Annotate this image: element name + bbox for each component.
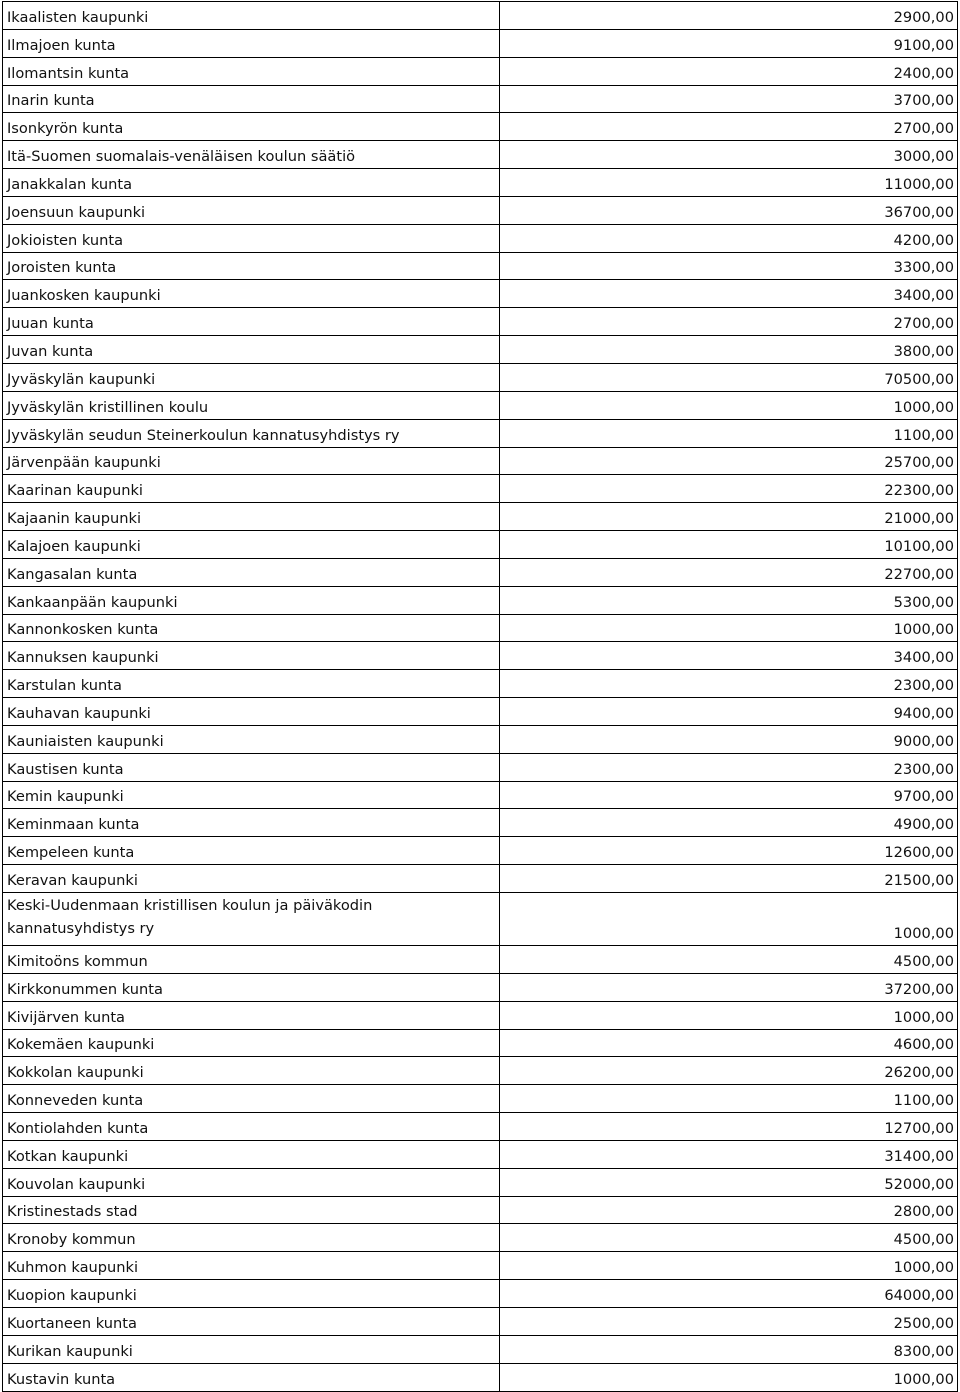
table-row <box>3 1113 958 1141</box>
amount-value: 22700,00 <box>884 565 954 583</box>
table-row <box>3 642 958 670</box>
recipient-name-cell <box>3 781 500 809</box>
table-row <box>3 837 958 865</box>
recipient-name: Kimitoöns kommun <box>7 952 148 970</box>
recipient-name: Kokkolan kaupunki <box>7 1064 144 1082</box>
amount-cell <box>500 946 958 974</box>
amount-value: 25700,00 <box>884 454 954 472</box>
recipient-name-cell <box>3 893 500 946</box>
recipient-name: Jokioisten kunta <box>7 231 124 249</box>
amount-value: 4200,00 <box>893 231 954 249</box>
recipient-name: Kokemäen kaupunki <box>7 1036 155 1054</box>
amount-cell <box>500 29 958 57</box>
recipient-name-cell <box>3 447 500 475</box>
recipient-name-cell <box>3 280 500 308</box>
amount-value: 3400,00 <box>893 287 954 305</box>
recipient-name: Jyväskylän kristillinen koulu <box>7 398 209 416</box>
amount-cell <box>500 531 958 559</box>
amount-value: 26200,00 <box>884 1064 954 1082</box>
amount-cell <box>500 85 958 113</box>
table-row <box>3 1029 958 1057</box>
table-row <box>3 57 958 85</box>
grant-table-body <box>3 2 958 1392</box>
amount-cell <box>500 1001 958 1029</box>
recipient-name: Kangasalan kunta <box>7 565 138 583</box>
table-row <box>3 169 958 197</box>
amount-cell <box>500 1307 958 1335</box>
recipient-name-cell <box>3 1168 500 1196</box>
amount-value: 9100,00 <box>893 36 954 54</box>
amount-cell <box>500 1113 958 1141</box>
recipient-name: Juankosken kaupunki <box>7 287 161 305</box>
recipient-name: Kemin kaupunki <box>7 788 124 806</box>
recipient-name: Ilmajoen kunta <box>7 36 116 54</box>
amount-cell <box>500 224 958 252</box>
table-row <box>3 1335 958 1363</box>
recipient-name: Inarin kunta <box>7 92 95 110</box>
amount-value: 2300,00 <box>893 760 954 778</box>
amount-value: 12600,00 <box>884 844 954 862</box>
table-row <box>3 1140 958 1168</box>
amount-value: 5300,00 <box>893 593 954 611</box>
amount-value: 4900,00 <box>893 816 954 834</box>
recipient-name: Kronoby kommun <box>7 1231 136 1249</box>
recipient-name: Jyväskylän seudun Steinerkoulun kannatusyhdistys ry <box>7 426 400 444</box>
recipient-name: Kurikan kaupunki <box>7 1342 133 1360</box>
recipient-name: Ilomantsin kunta <box>7 64 130 82</box>
recipient-name: Kontiolahden kunta <box>7 1119 149 1137</box>
table-row <box>3 1168 958 1196</box>
amount-value: 3700,00 <box>893 92 954 110</box>
amount-cell <box>500 1168 958 1196</box>
recipient-name-cell <box>3 252 500 280</box>
table-row <box>3 973 958 1001</box>
amount-cell <box>500 363 958 391</box>
recipient-name-cell <box>3 837 500 865</box>
amount-value: 12700,00 <box>884 1119 954 1137</box>
amount-cell <box>500 475 958 503</box>
recipient-name: Kannuksen kaupunki <box>7 649 159 667</box>
recipient-name: Ikaalisten kaupunki <box>7 8 149 26</box>
recipient-name: Juuan kunta <box>7 315 94 333</box>
recipient-name: Kouvolan kaupunki <box>7 1175 146 1193</box>
amount-cell <box>500 308 958 336</box>
table-row <box>3 893 958 946</box>
recipient-name-cell <box>3 809 500 837</box>
amount-value: 52000,00 <box>884 1175 954 1193</box>
amount-value: 21000,00 <box>884 510 954 528</box>
recipient-name-cell <box>3 419 500 447</box>
amount-cell <box>500 586 958 614</box>
recipient-name: Janakkalan kunta <box>7 175 133 193</box>
amount-value: 1000,00 <box>893 925 954 942</box>
recipient-name-cell <box>3 141 500 169</box>
amount-value: 10100,00 <box>884 537 954 555</box>
amount-cell <box>500 698 958 726</box>
table-row <box>3 1307 958 1335</box>
recipient-name: Kaustisen kunta <box>7 760 124 778</box>
amount-cell <box>500 196 958 224</box>
amount-value: 1000,00 <box>893 1008 954 1026</box>
recipient-name: Isonkyrön kunta <box>7 120 124 138</box>
recipient-name-cell <box>3 363 500 391</box>
table-row <box>3 2 958 30</box>
table-row <box>3 475 958 503</box>
amount-value: 2300,00 <box>893 677 954 695</box>
recipient-name-cell <box>3 196 500 224</box>
recipient-name-cell <box>3 1280 500 1308</box>
recipient-name-cell <box>3 29 500 57</box>
table-row <box>3 113 958 141</box>
recipient-name-cell <box>3 973 500 1001</box>
amount-value: 9000,00 <box>893 732 954 750</box>
table-row <box>3 224 958 252</box>
recipient-name: Kaarinan kaupunki <box>7 482 143 500</box>
amount-cell <box>500 419 958 447</box>
amount-cell <box>500 113 958 141</box>
recipient-name-cell <box>3 169 500 197</box>
recipient-name: Keravan kaupunki <box>7 872 138 889</box>
recipient-name: Kajaanin kaupunki <box>7 510 142 528</box>
amount-value: 1000,00 <box>893 398 954 416</box>
amount-cell <box>500 447 958 475</box>
amount-value: 1000,00 <box>893 621 954 639</box>
recipient-name-cell <box>3 753 500 781</box>
amount-value: 21500,00 <box>884 872 954 889</box>
amount-value: 64000,00 <box>884 1286 954 1304</box>
recipient-name: Joensuun kaupunki <box>7 203 146 221</box>
recipient-name-cell <box>3 1307 500 1335</box>
amount-value: 3300,00 <box>893 259 954 277</box>
amount-cell <box>500 1196 958 1224</box>
amount-value: 4600,00 <box>893 1036 954 1054</box>
amount-value: 36700,00 <box>884 203 954 221</box>
amount-value: 2700,00 <box>893 120 954 138</box>
recipient-name-cell <box>3 1363 500 1391</box>
amount-value: 1100,00 <box>893 1092 954 1110</box>
recipient-name-cell <box>3 1085 500 1113</box>
recipient-name: Jyväskylän kaupunki <box>7 370 156 388</box>
recipient-name-cell <box>3 113 500 141</box>
table-row <box>3 753 958 781</box>
amount-value: 2500,00 <box>893 1314 954 1332</box>
table-row <box>3 141 958 169</box>
amount-value: 22300,00 <box>884 482 954 500</box>
amount-cell <box>500 670 958 698</box>
recipient-name-cell <box>3 1029 500 1057</box>
recipient-name-cell <box>3 1224 500 1252</box>
amount-cell <box>500 558 958 586</box>
table-row <box>3 531 958 559</box>
table-row <box>3 336 958 364</box>
amount-value: 9700,00 <box>893 788 954 806</box>
amount-cell <box>500 141 958 169</box>
amount-cell <box>500 1224 958 1252</box>
recipient-name-cell <box>3 670 500 698</box>
table-row <box>3 1252 958 1280</box>
recipient-name: Järvenpään kaupunki <box>7 454 161 472</box>
table-row <box>3 809 958 837</box>
amount-cell <box>500 57 958 85</box>
amount-cell <box>500 642 958 670</box>
recipient-name-cell <box>3 1001 500 1029</box>
amount-value: 8300,00 <box>893 1342 954 1360</box>
recipient-name: Itä-Suomen suomalais-venäläisen koulun säätiö <box>7 148 356 166</box>
recipient-name-cell <box>3 1057 500 1085</box>
amount-value: 2800,00 <box>893 1203 954 1221</box>
recipient-name-cell <box>3 2 500 30</box>
amount-cell <box>500 809 958 837</box>
recipient-name-cell <box>3 391 500 419</box>
table-row <box>3 1085 958 1113</box>
recipient-name-cell <box>3 224 500 252</box>
amount-cell <box>500 1252 958 1280</box>
table-row <box>3 614 958 642</box>
recipient-name-cell <box>3 1335 500 1363</box>
recipient-name-cell <box>3 642 500 670</box>
table-row <box>3 503 958 531</box>
recipient-name-cell <box>3 698 500 726</box>
amount-value: 3400,00 <box>893 649 954 667</box>
table-row <box>3 946 958 974</box>
recipient-name-cell <box>3 85 500 113</box>
amount-cell <box>500 252 958 280</box>
table-row <box>3 725 958 753</box>
amount-value: 70500,00 <box>884 370 954 388</box>
amount-cell <box>500 503 958 531</box>
grant-table <box>2 1 958 1392</box>
recipient-name: Kannonkosken kunta <box>7 621 159 639</box>
table-row <box>3 698 958 726</box>
table-row <box>3 196 958 224</box>
table-row <box>3 586 958 614</box>
amount-cell <box>500 614 958 642</box>
amount-cell <box>500 781 958 809</box>
amount-value: 1100,00 <box>893 426 954 444</box>
table-row <box>3 558 958 586</box>
amount-value: 2900,00 <box>893 8 954 26</box>
recipient-name: Kauhavan kaupunki <box>7 704 151 722</box>
recipient-name: Keminmaan kunta <box>7 816 140 834</box>
amount-value: 37200,00 <box>884 980 954 998</box>
table-row <box>3 1224 958 1252</box>
amount-value: 9400,00 <box>893 704 954 722</box>
recipient-name: Kristinestads stad <box>7 1203 138 1221</box>
recipient-name: Karstulan kunta <box>7 677 122 695</box>
recipient-name-cell <box>3 586 500 614</box>
amount-cell <box>500 391 958 419</box>
amount-cell <box>500 753 958 781</box>
table-row <box>3 865 958 893</box>
table-row <box>3 391 958 419</box>
recipient-name-cell <box>3 57 500 85</box>
recipient-name: Kuhmon kaupunki <box>7 1259 139 1277</box>
amount-cell <box>500 1029 958 1057</box>
recipient-name: Kempeleen kunta <box>7 844 135 862</box>
recipient-name: Kuortaneen kunta <box>7 1314 137 1332</box>
table-row <box>3 781 958 809</box>
recipient-name-cell <box>3 865 500 893</box>
recipient-name-cell <box>3 475 500 503</box>
recipient-name-cell <box>3 1113 500 1141</box>
table-row <box>3 1057 958 1085</box>
recipient-name-cell <box>3 503 500 531</box>
recipient-name-cell <box>3 1252 500 1280</box>
amount-cell <box>500 837 958 865</box>
table-row <box>3 363 958 391</box>
table-row <box>3 670 958 698</box>
table-row <box>3 419 958 447</box>
table-row <box>3 1280 958 1308</box>
table-row <box>3 29 958 57</box>
recipient-name-cell <box>3 308 500 336</box>
recipient-name-cell <box>3 531 500 559</box>
recipient-name: Kustavin kunta <box>7 1370 116 1388</box>
recipient-name: Keski-Uudenmaan kristillisen koulun ja päiväkodin kannatusyhdistys ry <box>7 897 373 937</box>
amount-cell <box>500 725 958 753</box>
table-row <box>3 1363 958 1391</box>
amount-value: 2400,00 <box>893 64 954 82</box>
amount-cell <box>500 893 958 946</box>
amount-cell <box>500 1280 958 1308</box>
table-row <box>3 308 958 336</box>
table-row <box>3 447 958 475</box>
recipient-name-cell <box>3 946 500 974</box>
amount-cell <box>500 280 958 308</box>
amount-cell <box>500 169 958 197</box>
recipient-name: Konneveden kunta <box>7 1092 144 1110</box>
recipient-name-cell <box>3 336 500 364</box>
recipient-name: Kankaanpään kaupunki <box>7 593 178 611</box>
recipient-name-cell <box>3 1196 500 1224</box>
amount-cell <box>500 1057 958 1085</box>
amount-cell <box>500 1085 958 1113</box>
recipient-name: Kirkkonummen kunta <box>7 980 163 998</box>
amount-cell <box>500 865 958 893</box>
amount-value: 4500,00 <box>893 1231 954 1249</box>
amount-cell <box>500 1335 958 1363</box>
table-row <box>3 1001 958 1029</box>
recipient-name-cell <box>3 725 500 753</box>
amount-value: 11000,00 <box>884 175 954 193</box>
amount-cell <box>500 2 958 30</box>
table-row <box>3 280 958 308</box>
recipient-name: Kivijärven kunta <box>7 1008 125 1026</box>
amount-value: 31400,00 <box>884 1147 954 1165</box>
recipient-name-cell <box>3 1140 500 1168</box>
amount-value: 1000,00 <box>893 1259 954 1277</box>
amount-value: 3800,00 <box>893 342 954 360</box>
amount-value: 1000,00 <box>893 1370 954 1388</box>
amount-cell <box>500 336 958 364</box>
amount-value: 2700,00 <box>893 315 954 333</box>
recipient-name: Kauniaisten kaupunki <box>7 732 164 750</box>
amount-cell <box>500 1140 958 1168</box>
amount-cell <box>500 1363 958 1391</box>
table-row <box>3 85 958 113</box>
amount-value: 3000,00 <box>893 148 954 166</box>
recipient-name: Kuopion kaupunki <box>7 1286 137 1304</box>
amount-cell <box>500 973 958 1001</box>
recipient-name: Kalajoen kaupunki <box>7 537 141 555</box>
recipient-name: Kotkan kaupunki <box>7 1147 129 1165</box>
recipient-name-cell <box>3 614 500 642</box>
table-row <box>3 1196 958 1224</box>
table-row <box>3 252 958 280</box>
recipient-name-cell <box>3 558 500 586</box>
amount-value: 4500,00 <box>893 952 954 970</box>
recipient-name: Joroisten kunta <box>7 259 117 277</box>
recipient-name: Juvan kunta <box>7 342 94 360</box>
